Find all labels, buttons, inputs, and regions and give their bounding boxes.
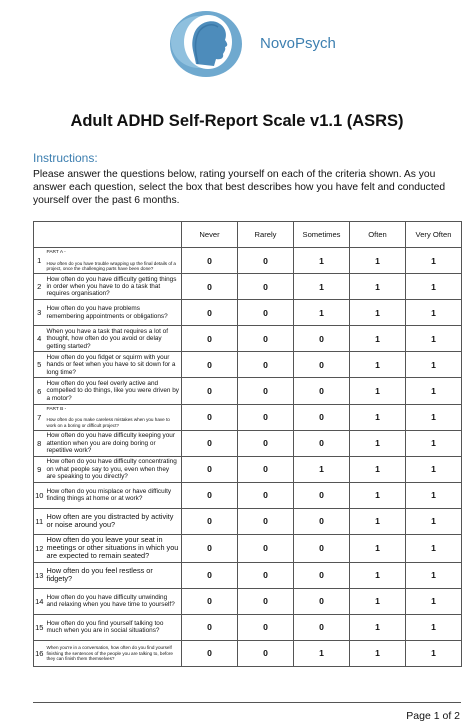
score-very-often[interactable]: 1 [406, 456, 462, 482]
part-label: PART A - [46, 250, 66, 256]
score-often[interactable]: 1 [350, 326, 406, 352]
question-cell [45, 274, 182, 300]
question-cell [45, 588, 182, 614]
score-rarely[interactable]: 0 [238, 535, 294, 563]
score-never[interactable]: 0 [182, 614, 238, 640]
table-row [34, 378, 462, 404]
document-title: Adult ADHD Self-Report Scale v1.1 (ASRS) [70, 112, 404, 130]
table-header-row [34, 222, 462, 248]
score-sometimes[interactable]: 0 [294, 562, 350, 588]
header-sometimes: Sometimes [294, 222, 350, 248]
question-number: 9 [34, 456, 45, 482]
table-row [34, 300, 462, 326]
question-text: How often do you have difficulty keeping your attention when you are doing boring or repetitive work? [46, 432, 175, 454]
score-rarely[interactable]: 0 [238, 508, 294, 534]
score-sometimes[interactable]: 1 [294, 248, 350, 274]
question-text: How often do you feel restless or fidgety? [46, 565, 153, 584]
score-very-often[interactable]: 1 [406, 274, 462, 300]
score-often[interactable]: 1 [350, 430, 406, 456]
question-text: How often do you have difficulty unwinding and relaxing when you have time to yourself? [46, 593, 175, 609]
question-number: 11 [34, 508, 45, 534]
score-often[interactable]: 1 [350, 562, 406, 588]
question-number: 16 [34, 640, 45, 666]
score-never[interactable]: 0 [182, 535, 238, 563]
score-very-often[interactable]: 1 [406, 588, 462, 614]
question-number: 12 [34, 535, 45, 563]
instructions-heading: Instructions: [33, 151, 98, 165]
question-cell [45, 430, 182, 456]
header-often: Often [350, 222, 406, 248]
part-label: PART B - [46, 407, 67, 412]
score-very-often[interactable]: 1 [406, 535, 462, 563]
question-text: How often do you misplace or have difficulty finding things at home or at work? [46, 487, 172, 503]
score-sometimes[interactable]: 1 [294, 456, 350, 482]
question-number: 13 [34, 562, 45, 588]
score-often[interactable]: 1 [350, 248, 406, 274]
score-sometimes[interactable]: 0 [294, 482, 350, 508]
question-cell [45, 640, 182, 666]
question-number: 5 [34, 352, 45, 378]
score-very-often[interactable]: 1 [406, 482, 462, 508]
header-blank [45, 222, 182, 248]
score-never[interactable]: 0 [182, 326, 238, 352]
instructions-text: Please answer the questions below, rating yourself on each of the criteria shown. As you answer each question, select the box that best describes how you have felt and conducted yourself over the past 6 months. [33, 169, 446, 207]
score-often[interactable]: 1 [350, 300, 406, 326]
novopsych-logo [166, 8, 244, 80]
table-row [34, 326, 462, 352]
question-cell [45, 378, 182, 404]
score-rarely[interactable]: 0 [238, 274, 294, 300]
question-number: 7 [34, 404, 45, 430]
score-very-often[interactable]: 1 [406, 562, 462, 588]
score-sometimes[interactable]: 0 [294, 404, 350, 430]
page-number: Page 1 of 2 [406, 710, 460, 722]
question-text: How often do you have difficulty concentrating on what people say to you, even when they are speaking to you directly? [46, 458, 177, 480]
question-cell [45, 482, 182, 508]
score-never[interactable]: 0 [182, 456, 238, 482]
score-rarely[interactable]: 0 [238, 430, 294, 456]
score-rarely[interactable]: 0 [238, 248, 294, 274]
score-never[interactable]: 0 [182, 430, 238, 456]
score-never[interactable]: 0 [182, 404, 238, 430]
question-number: 2 [34, 274, 45, 300]
score-never[interactable]: 0 [182, 352, 238, 378]
score-often[interactable]: 1 [350, 352, 406, 378]
score-never[interactable]: 0 [182, 562, 238, 588]
score-very-often[interactable]: 1 [406, 508, 462, 534]
score-very-often[interactable]: 1 [406, 404, 462, 430]
score-sometimes[interactable]: 1 [294, 300, 350, 326]
question-cell [45, 404, 182, 430]
table-row [34, 588, 462, 614]
score-often[interactable]: 1 [350, 404, 406, 430]
table-row [34, 404, 462, 430]
table-row [34, 508, 462, 534]
score-very-often[interactable]: 1 [406, 430, 462, 456]
question-text: How often do you feel overly active and compelled to do things, like you were driven by a motor? [46, 379, 179, 402]
score-sometimes[interactable]: 0 [294, 352, 350, 378]
head-profile-icon [166, 8, 244, 80]
score-sometimes[interactable]: 0 [294, 430, 350, 456]
score-sometimes[interactable]: 1 [294, 640, 350, 666]
question-cell [45, 614, 182, 640]
header-blank [34, 222, 45, 248]
score-very-often[interactable]: 1 [406, 640, 462, 666]
score-never[interactable]: 0 [182, 640, 238, 666]
table-row [34, 430, 462, 456]
score-very-often[interactable]: 1 [406, 248, 462, 274]
score-sometimes[interactable]: 0 [294, 588, 350, 614]
score-rarely[interactable]: 0 [238, 482, 294, 508]
score-rarely[interactable]: 0 [238, 456, 294, 482]
table-row [34, 482, 462, 508]
table-row [34, 640, 462, 666]
score-rarely[interactable]: 0 [238, 614, 294, 640]
question-text: How often do you make careless mistakes when you have to work on a boring or difficult project? [46, 417, 170, 428]
question-cell [45, 535, 182, 563]
score-very-often[interactable]: 1 [406, 300, 462, 326]
table-row [34, 535, 462, 563]
score-often[interactable]: 1 [350, 482, 406, 508]
score-never[interactable]: 0 [182, 300, 238, 326]
question-cell [45, 456, 182, 482]
question-text: How often do you have difficulty getting things in order when you have to do a task that requires organisation? [46, 275, 177, 298]
question-number: 10 [34, 482, 45, 508]
score-sometimes[interactable]: 1 [294, 274, 350, 300]
question-number: 3 [34, 300, 45, 326]
header-very-often: Very Often [406, 222, 462, 248]
question-number: 6 [34, 378, 45, 404]
score-often[interactable]: 1 [350, 508, 406, 534]
score-very-often[interactable]: 1 [406, 614, 462, 640]
question-number: 4 [34, 326, 45, 352]
question-text: How often do you have problems remembering appointments or obligations? [46, 305, 168, 320]
score-often[interactable]: 1 [350, 274, 406, 300]
score-rarely[interactable]: 0 [238, 562, 294, 588]
asrs-table [33, 221, 462, 667]
question-cell [45, 562, 182, 588]
score-never[interactable]: 0 [182, 508, 238, 534]
score-rarely[interactable]: 0 [238, 352, 294, 378]
question-number: 1 [34, 248, 45, 274]
question-number: 14 [34, 588, 45, 614]
score-never[interactable]: 0 [182, 274, 238, 300]
score-never[interactable]: 0 [182, 248, 238, 274]
question-cell [45, 300, 182, 326]
score-often[interactable]: 1 [350, 456, 406, 482]
table-row [34, 248, 462, 274]
question-cell [45, 352, 182, 378]
question-text: When you're in a conversation, how often do you find yourself finishing the sentences of the people you are talking to, before they can finish them themselves? [46, 645, 173, 662]
score-sometimes[interactable]: 0 [294, 378, 350, 404]
score-often[interactable]: 1 [350, 535, 406, 563]
question-cell [45, 508, 182, 534]
score-very-often[interactable]: 1 [406, 326, 462, 352]
score-very-often[interactable]: 1 [406, 352, 462, 378]
header-rarely: Rarely [238, 222, 294, 248]
question-cell [45, 326, 182, 352]
table-row [34, 352, 462, 378]
score-sometimes[interactable]: 0 [294, 535, 350, 563]
question-text: How often do you leave your seat in meetings or other situations in which you are expected to remain seated? [46, 535, 179, 561]
score-often[interactable]: 1 [350, 614, 406, 640]
score-very-often[interactable]: 1 [406, 378, 462, 404]
footer-divider [33, 702, 461, 703]
score-rarely[interactable]: 0 [238, 300, 294, 326]
score-often[interactable]: 1 [350, 588, 406, 614]
score-never[interactable]: 0 [182, 482, 238, 508]
question-text: How often do you have trouble wrapping up the final details of a project, once the challenging parts have been done? [46, 260, 176, 272]
score-never[interactable]: 0 [182, 588, 238, 614]
question-text: How often are you distracted by activity or noise around you? [46, 512, 174, 530]
score-never[interactable]: 0 [182, 378, 238, 404]
question-number: 8 [34, 430, 45, 456]
score-rarely[interactable]: 0 [238, 404, 294, 430]
header-never: Never [182, 222, 238, 248]
score-rarely[interactable]: 0 [238, 378, 294, 404]
question-cell [45, 248, 182, 274]
table-row [34, 614, 462, 640]
score-rarely[interactable]: 0 [238, 640, 294, 666]
score-rarely[interactable]: 0 [238, 588, 294, 614]
brand-name: NovoPsych [260, 35, 336, 52]
score-often[interactable]: 1 [350, 640, 406, 666]
table-row [34, 562, 462, 588]
question-number: 15 [34, 614, 45, 640]
score-rarely[interactable]: 0 [238, 326, 294, 352]
question-text: How often do you fidget or squirm with your hands or feet when you have to sit down for a long time? [46, 353, 176, 376]
score-often[interactable]: 1 [350, 378, 406, 404]
table-row [34, 456, 462, 482]
question-text: How often do you find yourself talking too much when you are in social situations? [46, 619, 164, 635]
score-sometimes[interactable]: 0 [294, 326, 350, 352]
question-text: When you have a task that requires a lot of thought, how often do you avoid or delay getting started? [46, 327, 168, 350]
table-row [34, 274, 462, 300]
score-sometimes[interactable]: 0 [294, 614, 350, 640]
score-sometimes[interactable]: 0 [294, 508, 350, 534]
